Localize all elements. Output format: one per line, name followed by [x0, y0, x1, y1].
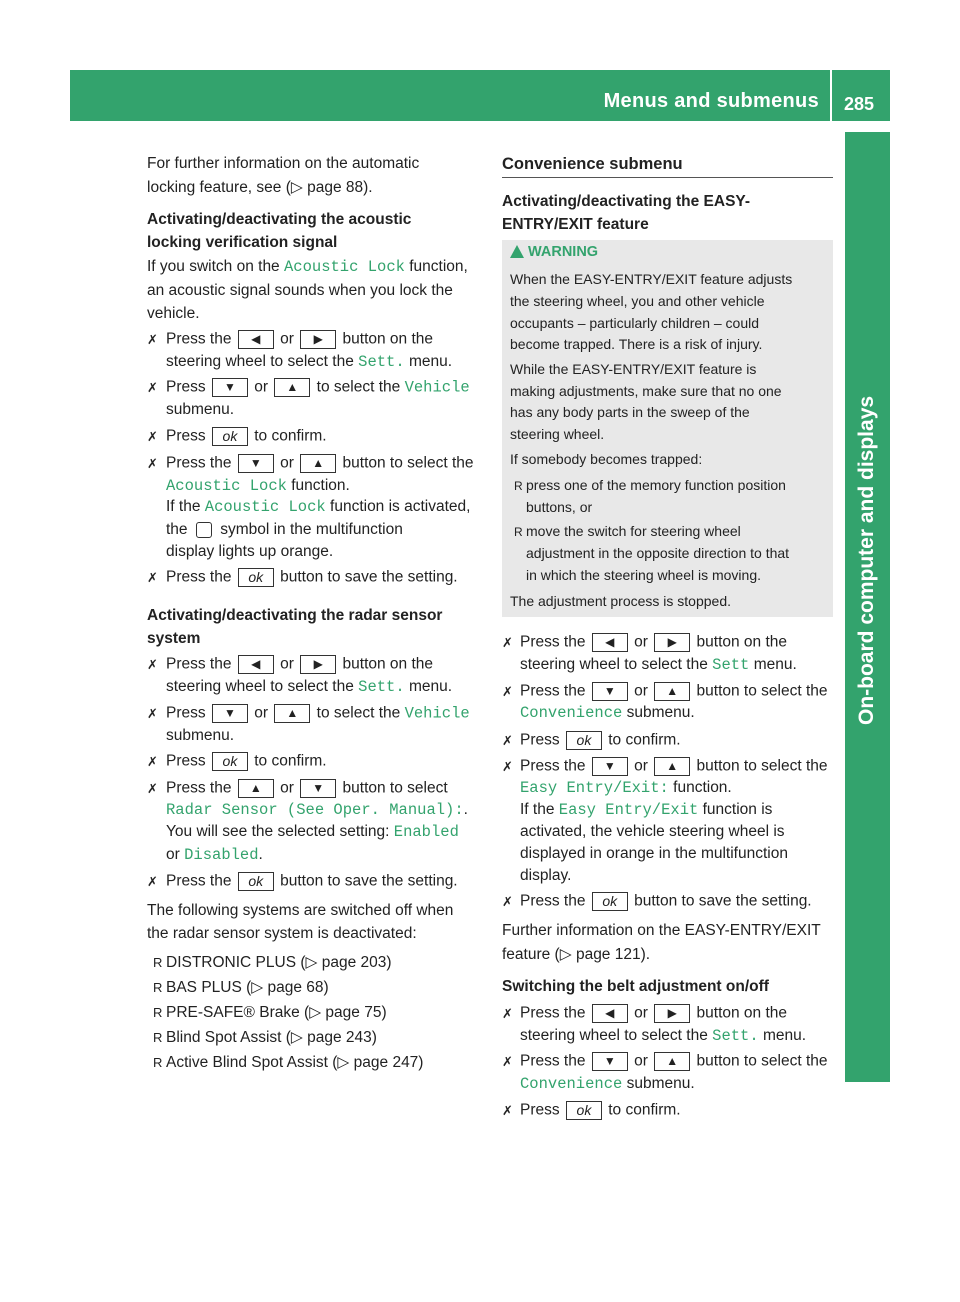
ok-key-icon: ok	[212, 427, 248, 446]
bullet-icon: R	[514, 525, 523, 539]
section-heading: Activating/deactivating the EASY-	[502, 193, 751, 210]
step-line: Press the ok button to save the setting.	[166, 872, 458, 890]
chapter-tab	[845, 132, 890, 1082]
up-key-icon: ▲	[274, 704, 310, 723]
step-arrow-icon: ✗	[502, 759, 513, 774]
step-line: Press the ok button to save the setting.	[520, 892, 812, 910]
step-arrow-icon: ✗	[147, 874, 158, 889]
step-line: Convenience submenu.	[520, 1075, 695, 1093]
step-line: Press the ▼ or ▲ button to select the	[166, 454, 474, 472]
section-title: Convenience submenu	[502, 155, 683, 173]
step-line: Press the ▼ or ▲ button to select the	[520, 757, 828, 775]
section-heading: Switching the belt adjustment on/off	[502, 978, 769, 995]
section-heading: locking verification signal	[147, 234, 338, 251]
step-line: steering wheel to select the Sett. menu.	[520, 1027, 807, 1045]
right-key-icon: ▶	[654, 633, 690, 652]
step-line: If the Easy Entry/Exit function is	[520, 801, 773, 819]
down-key-icon: ▼	[592, 1052, 628, 1071]
warning-line: When the EASY-ENTRY/EXIT feature adjusts	[510, 271, 793, 287]
warning-bullet-line: press one of the memory function position	[526, 477, 786, 493]
section-heading: Activating/deactivating the acoustic	[147, 211, 412, 228]
up-key-icon: ▲	[654, 757, 690, 776]
page-number: 285	[844, 94, 875, 114]
right-key-icon: ▶	[300, 655, 336, 674]
bullet-icon: R	[153, 980, 163, 995]
step-line: Radar Sensor (See Oper. Manual):.	[166, 801, 468, 819]
step-arrow-icon: ✗	[147, 332, 158, 347]
warning-bullet-line: in which the steering wheel is moving.	[526, 567, 762, 583]
step-arrow-icon: ✗	[147, 706, 158, 721]
step-arrow-icon: ✗	[502, 894, 513, 909]
warning-title: WARNING	[528, 244, 599, 260]
warning-triangle-icon	[510, 245, 524, 258]
step-line: Press the ▼ or ▲ button to select the	[520, 1052, 828, 1070]
step-line: Acoustic Lock function.	[166, 477, 350, 495]
up-key-icon: ▲	[300, 454, 336, 473]
chapter-title: On-board computer and displays	[855, 395, 878, 725]
step-line: display.	[520, 867, 572, 884]
left-key-icon: ◀	[592, 633, 628, 652]
step-line: Press ▼ or ▲ to select the Vehicle	[166, 378, 470, 397]
left-key-icon: ◀	[592, 1004, 628, 1023]
step-line: Press ok to confirm.	[520, 731, 681, 749]
ok-key-icon: ok	[238, 872, 274, 891]
warning-line: become trapped. There is a risk of injury.	[510, 336, 763, 352]
step-line: or Disabled.	[166, 846, 263, 864]
down-key-icon: ▼	[212, 704, 248, 723]
step-arrow-icon: ✗	[502, 635, 513, 650]
section-heading: ENTRY/EXIT feature	[502, 216, 649, 233]
list-item: DISTRONIC PLUS (▷ page 203)	[166, 954, 392, 971]
down-key-icon: ▼	[238, 454, 274, 473]
step-line: Convenience submenu.	[520, 704, 695, 722]
step-line: displayed in orange in the multifunction	[520, 845, 788, 862]
lock-icon	[196, 522, 212, 538]
step-line: submenu.	[166, 727, 235, 744]
step-arrow-icon: ✗	[502, 1103, 513, 1118]
step-arrow-icon: ✗	[502, 1054, 513, 1069]
paragraph-line: vehicle.	[147, 305, 200, 322]
section-heading: Activating/deactivating the radar sensor	[147, 607, 443, 624]
warning-bullet-line: adjustment in the opposite direction to that	[526, 545, 790, 561]
step-arrow-icon: ✗	[147, 380, 158, 395]
step-line: Easy Entry/Exit: function.	[520, 779, 732, 797]
intro-line: For further information on the automatic	[147, 155, 420, 172]
intro-line: locking feature, see (▷ page 88).	[147, 179, 373, 196]
step-arrow-icon: ✗	[502, 1006, 513, 1021]
warning-line: the steering wheel, you and other vehicle	[510, 293, 765, 309]
step-line: Press the ◀ or ▶ button on the	[166, 330, 434, 348]
step-line: Press ok to confirm.	[166, 752, 327, 770]
paragraph-line: an acoustic signal sounds when you lock the	[147, 282, 453, 299]
section-heading: system	[147, 630, 201, 647]
warning-line: has any body parts in the sweep of the	[510, 404, 750, 420]
bullet-icon: R	[153, 955, 163, 970]
section-rule	[502, 177, 833, 178]
ok-key-icon: ok	[592, 892, 628, 911]
bullet-icon: R	[514, 479, 523, 493]
step-arrow-icon: ✗	[147, 456, 158, 471]
down-key-icon: ▼	[592, 757, 628, 776]
step-line: display lights up orange.	[166, 543, 334, 560]
bullet-icon: R	[153, 1030, 163, 1045]
warning-bullet-line: buttons, or	[526, 499, 593, 515]
list-item: Active Blind Spot Assist (▷ page 247)	[166, 1054, 424, 1071]
step-line: Press the ▼ or ▲ button to select the	[520, 682, 828, 700]
step-arrow-icon: ✗	[147, 754, 158, 769]
ok-key-icon: ok	[566, 1101, 602, 1120]
step-arrow-icon: ✗	[147, 781, 158, 796]
down-key-icon: ▼	[212, 378, 248, 397]
warning-line: If somebody becomes trapped:	[510, 451, 703, 467]
warning-line: steering wheel.	[510, 426, 605, 442]
left-key-icon: ◀	[238, 655, 274, 674]
paragraph-line: If you switch on the Acoustic Lock function,	[147, 258, 468, 276]
step-line: Press ok to confirm.	[520, 1101, 681, 1119]
step-line: steering wheel to select the Sett menu.	[520, 656, 797, 674]
step-line: Press the ◀ or ▶ button on the	[166, 655, 434, 673]
warning-line: making adjustments, make sure that no one	[510, 383, 782, 399]
bullet-icon: R	[153, 1055, 163, 1070]
step-line: activated, the vehicle steering wheel is	[520, 823, 785, 840]
step-arrow-icon: ✗	[147, 570, 158, 585]
warning-box	[502, 240, 833, 617]
page-section-title: Menus and submenus	[603, 90, 819, 112]
right-key-icon: ▶	[300, 330, 336, 349]
warning-line: occupants – particularly children – could	[510, 315, 760, 331]
paragraph-line: the radar sensor system is deactivated:	[147, 925, 417, 942]
ok-key-icon: ok	[238, 568, 274, 587]
left-key-icon: ◀	[238, 330, 274, 349]
paragraph-line: The following systems are switched off when	[147, 902, 454, 919]
right-key-icon: ▶	[654, 1004, 690, 1023]
step-arrow-icon: ✗	[147, 429, 158, 444]
warning-line: While the EASY-ENTRY/EXIT feature is	[510, 361, 757, 377]
up-key-icon: ▲	[654, 1052, 690, 1071]
down-key-icon: ▼	[592, 682, 628, 701]
bullet-icon: R	[153, 1005, 163, 1020]
step-line: steering wheel to select the Sett. menu.	[166, 353, 453, 371]
list-item: BAS PLUS (▷ page 68)	[166, 979, 329, 996]
header-bar	[70, 70, 890, 121]
step-line: Press the ◀ or ▶ button on the	[520, 633, 788, 651]
header-separator	[830, 70, 832, 121]
step-line: steering wheel to select the Sett. menu.	[166, 678, 453, 696]
step-line: Press ▼ or ▲ to select the Vehicle	[166, 704, 470, 723]
step-line: the symbol in the multifunction	[166, 521, 403, 538]
up-key-icon: ▲	[654, 682, 690, 701]
step-line: Press the ◀ or ▶ button on the	[520, 1004, 788, 1022]
step-arrow-icon: ✗	[502, 684, 513, 699]
step-line: Press the ok button to save the setting.	[166, 568, 458, 586]
step-arrow-icon: ✗	[147, 657, 158, 672]
step-line: submenu.	[166, 401, 235, 418]
step-line: Press ok to confirm.	[166, 427, 327, 445]
up-key-icon: ▲	[238, 779, 274, 798]
step-line: You will see the selected setting: Enabled	[166, 823, 459, 841]
warning-line: The adjustment process is stopped.	[510, 593, 732, 609]
step-arrow-icon: ✗	[502, 733, 513, 748]
ok-key-icon: ok	[212, 752, 248, 771]
warning-bullet-line: move the switch for steering wheel	[526, 523, 741, 539]
list-item: PRE-SAFE® Brake (▷ page 75)	[166, 1004, 387, 1021]
ok-key-icon: ok	[566, 731, 602, 750]
down-key-icon: ▼	[300, 779, 336, 798]
up-key-icon: ▲	[274, 378, 310, 397]
paragraph-line: Further information on the EASY-ENTRY/EXIT	[502, 922, 821, 939]
list-item: Blind Spot Assist (▷ page 243)	[166, 1029, 377, 1046]
step-line: If the Acoustic Lock function is activated,	[166, 498, 471, 516]
paragraph-line: feature (▷ page 121).	[502, 946, 651, 963]
step-line: Press the ▲ or ▼ button to select	[166, 779, 448, 797]
